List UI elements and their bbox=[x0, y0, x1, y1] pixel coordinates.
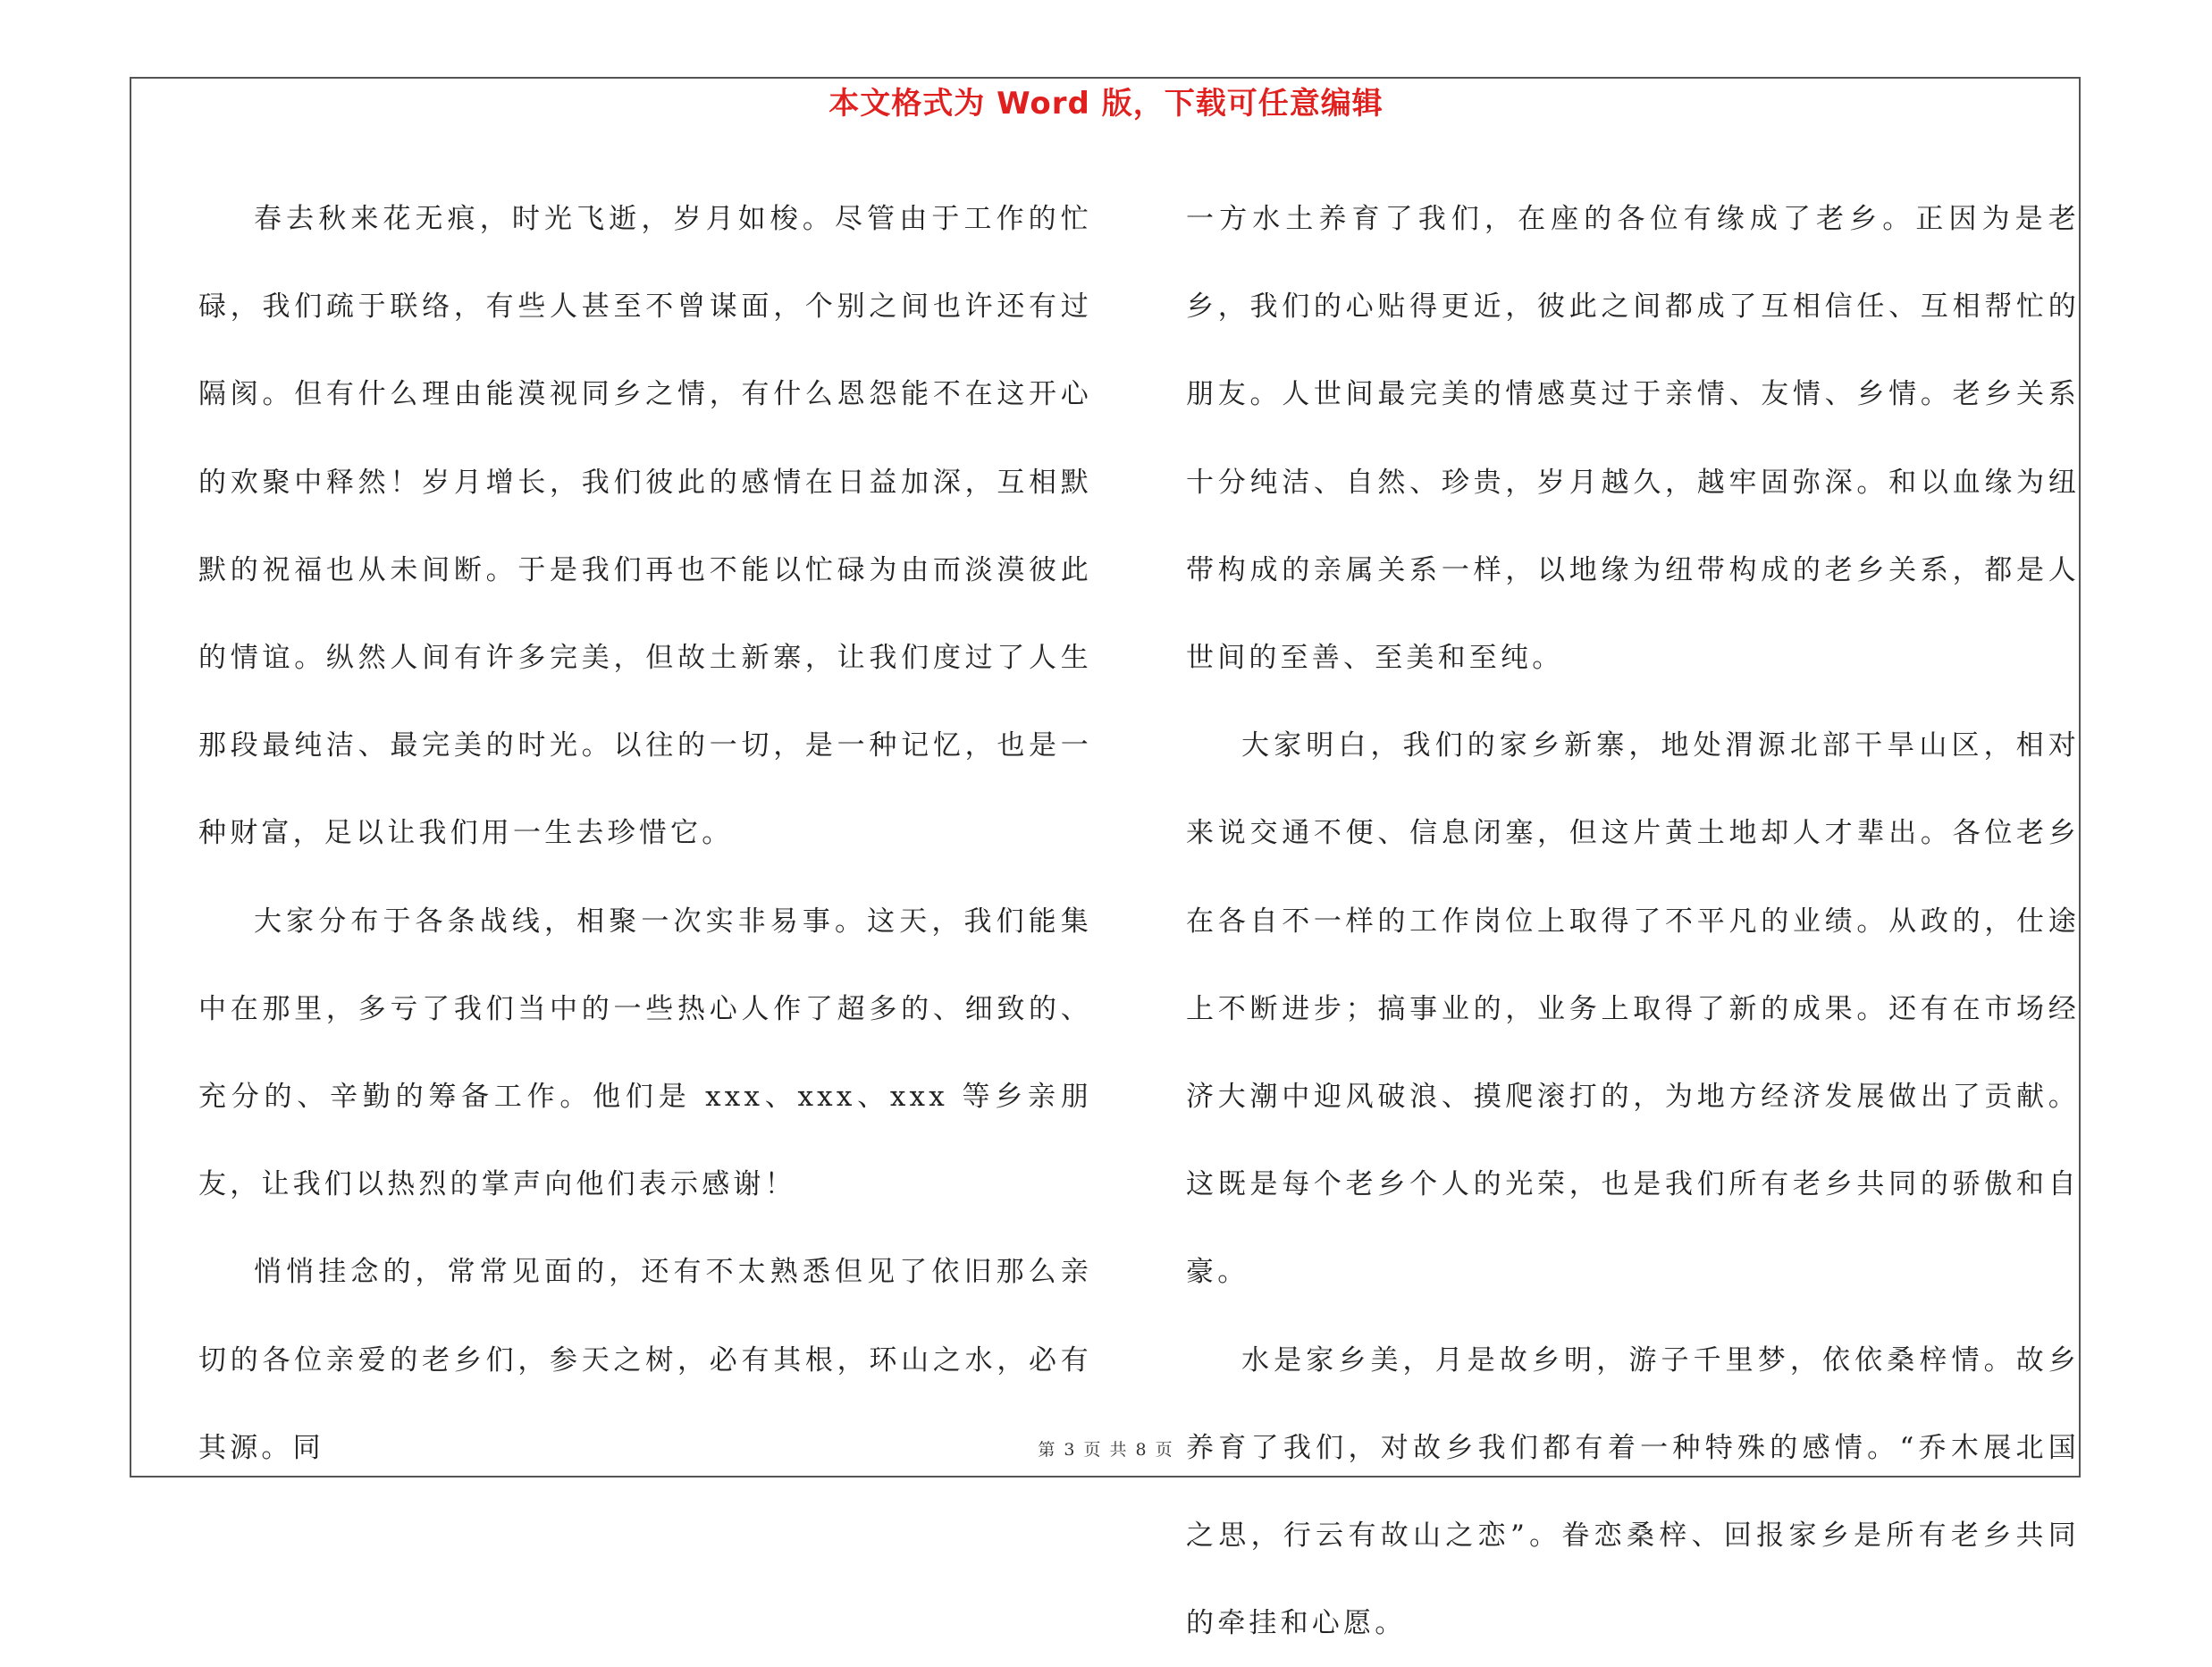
word-format-banner: 本文格式为 Word 版，下载可任意编辑 bbox=[828, 86, 1384, 122]
paragraph: 春去秋来花无痕，时光飞逝，岁月如梭。尽管由于工作的忙碌，我们疏于联络，有些人甚至不曾谋面，个别之间也许还有过隔阂。但有什么理由能漠视同乡之情，有什么恩怨能不在这开心的欢聚中释然！岁月增长，我们彼此的感情在日益加深，互相默默的祝福也从未间断。于是我们再也不能以忙碌为由而淡漠彼此的情谊。纵然人间有许多完美，但故土新寨，让我们度过了人生那段最纯洁、最完美的时光。以往的一切，是一种记忆，也是一种财富，足以让我们用一生去珍惜它。 bbox=[198, 203, 1092, 850]
page-number: 第 3 页 共 8 页 bbox=[1038, 1440, 1174, 1460]
paragraph: 大家明白，我们的家乡新寨，地处渭源北部干旱山区，相对来说交通不便、信息闭塞，但这片黄土地却人才辈出。各位老乡在各自不一样的工作岗位上取得了不平凡的业绩。从政的，仕途上不断进步；搞事业的，业务上取得了新的成果。还有在市场经济大潮中迎风破浪、摸爬滚打的，为地方经济发展做出了贡献。这既是每个老乡个人的光荣，也是我们所有老乡共同的骄傲和自豪。 bbox=[1186, 729, 2080, 1289]
paragraph: 水是家乡美，月是故乡明，游子千里梦，依依桑梓情。故乡养育了我们，对故乡我们都有着一种特殊的感情。“乔木展北国之思，行云有故山之恋”。眷恋桑梓、回报家乡是所有老乡共同的牵挂和心愿。 bbox=[1186, 1343, 2080, 1640]
paragraph: 大家分布于各条战线，相聚一次实非易事。这天，我们能集中在那里，多亏了我们当中的一些热心人作了超多的、细致的、充分的、辛勤的筹备工作。他们是 xxx、xxx、xxx 等乡亲朋友，让我们以热烈的掌声向他们表示感谢！ bbox=[198, 905, 1092, 1201]
paragraph: 悄悄挂念的，常常见面的，还有不太熟悉但见了依旧那么亲切的各位亲爱的老乡们，参天之树，必有其根，环山之水，必有其源。同 bbox=[198, 1256, 1092, 1464]
left-column bbox=[198, 175, 1092, 1492]
paragraph-continued: 一方水土养育了我们，在座的各位有缘成了老乡。正因为是老乡，我们的心贴得更近，彼此之间都成了互相信任、互相帮忙的朋友。人世间最完美的情感莫过于亲情、友情、乡情。老乡关系十分纯洁、自然、珍贵，岁月越久，越牢固弥深。和以血缘为纽带构成的亲属关系一样，以地缘为纽带构成的老乡关系，都是人世间的至善、至美和至纯。 bbox=[1186, 203, 2080, 675]
